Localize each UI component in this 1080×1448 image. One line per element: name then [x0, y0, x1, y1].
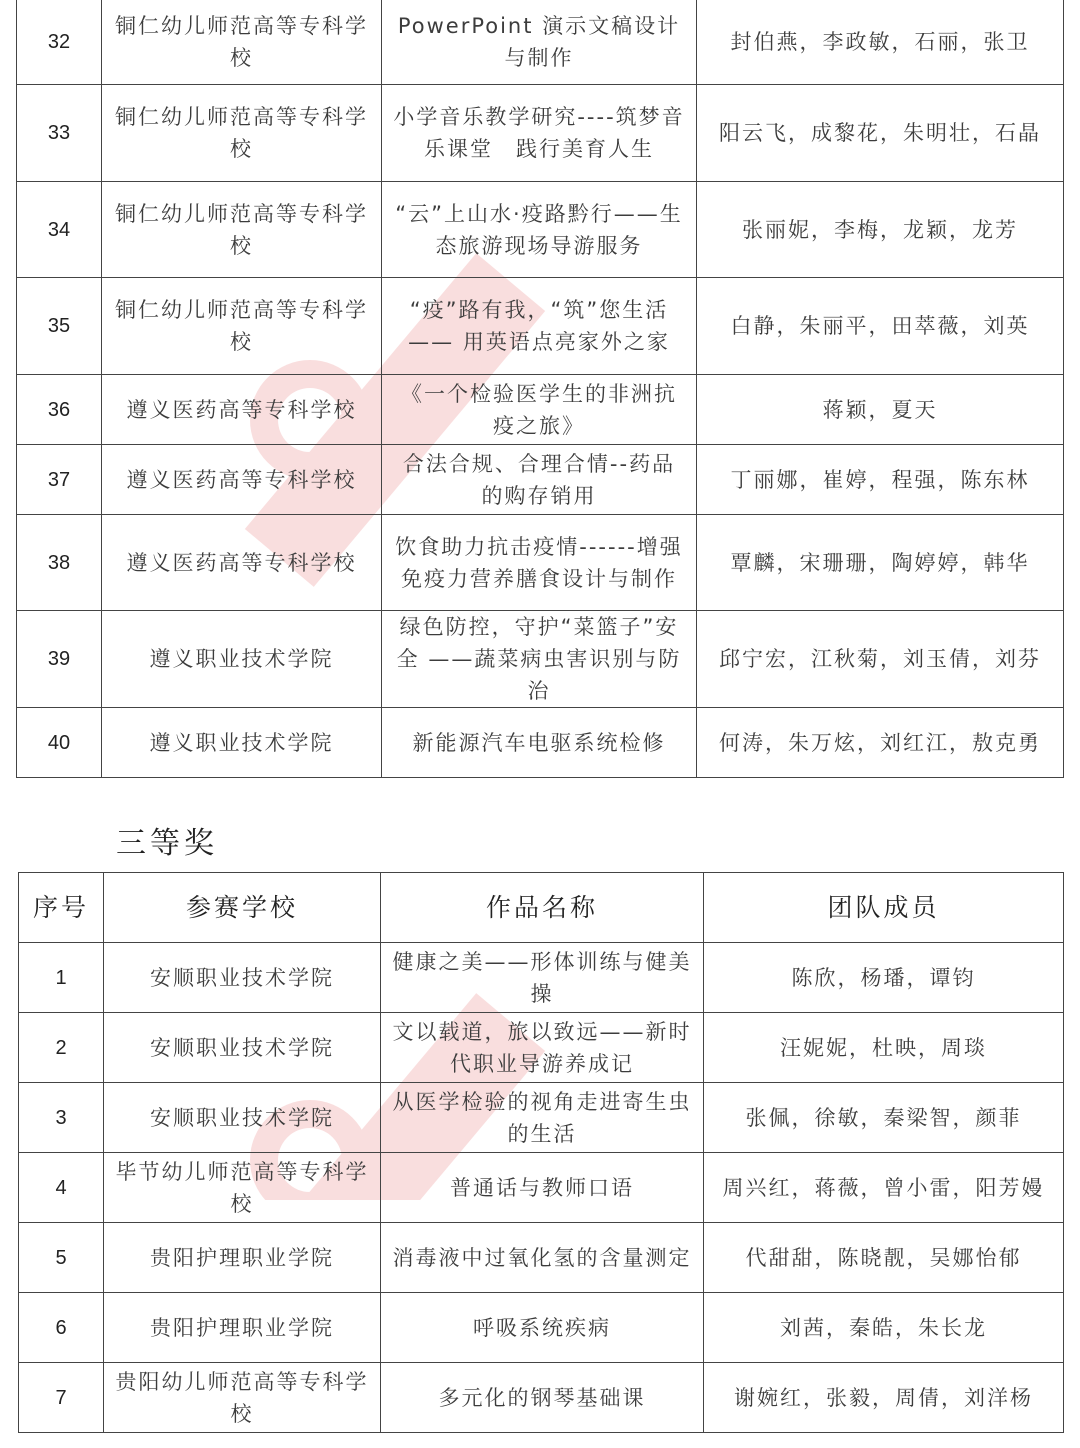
row-number: 1 [19, 943, 104, 1013]
team-members-cell: 邱宁宏，江秋菊，刘玉倩，刘芬 [697, 611, 1064, 708]
school-cell: 遵义医药高等专科学校 [102, 445, 382, 515]
school-cell: 铜仁幼儿师范高等专科学校 [102, 278, 382, 375]
school-cell: 安顺职业技术学院 [104, 1013, 381, 1083]
table-row [17, 85, 1064, 182]
team-members-cell: 封伯燕，李政敏，石丽，张卫 [697, 0, 1064, 85]
team-members-cell: 陈欣，杨璠，谭钧 [704, 943, 1064, 1013]
team-members-cell: 丁丽娜，崔婷，程强，陈东林 [697, 445, 1064, 515]
school-cell: 铜仁幼儿师范高等专科学校 [102, 85, 382, 182]
table-row [19, 1293, 1064, 1363]
school-cell: 贵阳护理职业学院 [104, 1293, 381, 1363]
work-title-cell: 呼吸系统疾病 [381, 1293, 704, 1363]
row-number: 6 [19, 1293, 104, 1363]
team-members-cell: 代甜甜，陈晓靓，吴娜怡郁 [704, 1223, 1064, 1293]
row-number: 7 [19, 1363, 104, 1433]
team-members-cell: 阳云飞，成黎花，朱明壮，石晶 [697, 85, 1064, 182]
table-row [19, 1223, 1064, 1293]
school-cell: 安顺职业技术学院 [104, 943, 381, 1013]
work-title-cell: “云”上山水·疫路黔行——生态旅游现场导游服务 [382, 182, 697, 278]
row-number: 32 [17, 0, 102, 85]
school-cell: 安顺职业技术学院 [104, 1083, 381, 1153]
school-cell: 毕节幼儿师范高等专科学校 [104, 1153, 381, 1223]
work-title-cell: 健康之美——形体训练与健美操 [381, 943, 704, 1013]
row-number: 39 [17, 611, 102, 708]
work-title-cell: 消毒液中过氧化氢的含量测定 [381, 1223, 704, 1293]
team-members-cell: 汪妮妮，杜映，周琰 [704, 1013, 1064, 1083]
header-team-members: 团队成员 [704, 873, 1064, 943]
table-row [17, 445, 1064, 515]
team-members-cell: 何涛，朱万炫，刘红江，敖克勇 [697, 708, 1064, 778]
table-header-row [19, 873, 1064, 943]
school-cell: 贵阳护理职业学院 [104, 1223, 381, 1293]
work-title-cell: 小学音乐教学研究----筑梦音乐课堂 践行美育人生 [382, 85, 697, 182]
table-row [17, 182, 1064, 278]
second-prize-table [16, 0, 1064, 778]
school-cell: 铜仁幼儿师范高等专科学校 [102, 0, 382, 85]
third-prize-heading: 三等奖 [116, 826, 218, 861]
row-number: 4 [19, 1153, 104, 1223]
work-title-cell: 多元化的钢琴基础课 [381, 1363, 704, 1433]
row-number: 35 [17, 278, 102, 375]
school-cell: 铜仁幼儿师范高等专科学校 [102, 182, 382, 278]
row-number: 5 [19, 1223, 104, 1293]
header-work-title: 作品名称 [381, 873, 704, 943]
team-members-cell: 覃麟，宋珊珊，陶婷婷，韩华 [697, 515, 1064, 611]
row-number: 40 [17, 708, 102, 778]
table-row [19, 943, 1064, 1013]
table-row [17, 375, 1064, 445]
school-cell: 遵义职业技术学院 [102, 708, 382, 778]
work-title-cell: 合法合规、合理合情--药品的购存销用 [382, 445, 697, 515]
row-number: 36 [17, 375, 102, 445]
work-title-cell: 文以载道，旅以致远——新时代职业导游养成记 [381, 1013, 704, 1083]
school-cell: 遵义医药高等专科学校 [102, 375, 382, 445]
row-number: 37 [17, 445, 102, 515]
table-row [19, 1083, 1064, 1153]
team-members-cell: 张丽妮，李梅，龙颖，龙芳 [697, 182, 1064, 278]
table-row [17, 611, 1064, 708]
table-row [17, 0, 1064, 85]
team-members-cell: 蒋颖，夏天 [697, 375, 1064, 445]
work-title-cell: 新能源汽车电驱系统检修 [382, 708, 697, 778]
third-prize-table [18, 872, 1064, 1433]
row-number: 2 [19, 1013, 104, 1083]
work-title-cell: 从医学检验的视角走进寄生虫的生活 [381, 1083, 704, 1153]
row-number: 38 [17, 515, 102, 611]
header-school: 参赛学校 [104, 873, 381, 943]
header-number: 序号 [19, 873, 104, 943]
table-row [19, 1013, 1064, 1083]
work-title-cell: “疫”路有我，“筑”您生活 —— 用英语点亮家外之家 [382, 278, 697, 375]
work-title-cell: 普通话与教师口语 [381, 1153, 704, 1223]
school-cell: 遵义职业技术学院 [102, 611, 382, 708]
work-title-cell: PowerPoint 演示文稿设计与制作 [382, 0, 697, 85]
work-title-cell: 饮食助力抗击疫情------增强免疫力营养膳食设计与制作 [382, 515, 697, 611]
team-members-cell: 白静，朱丽平，田萃薇，刘英 [697, 278, 1064, 375]
row-number: 3 [19, 1083, 104, 1153]
work-title-cell: 《一个检验医学生的非洲抗疫之旅》 [382, 375, 697, 445]
row-number: 33 [17, 85, 102, 182]
school-cell: 贵阳幼儿师范高等专科学校 [104, 1363, 381, 1433]
table-row [17, 515, 1064, 611]
team-members-cell: 张佩，徐敏，秦梁智，颜菲 [704, 1083, 1064, 1153]
work-title-cell: 绿色防控，守护“菜篮子”安全 ——蔬菜病虫害识别与防治 [382, 611, 697, 708]
team-members-cell: 刘茜，秦皓，朱长龙 [704, 1293, 1064, 1363]
team-members-cell: 周兴红，蒋薇，曾小雷，阳芳嫚 [704, 1153, 1064, 1223]
table-row [17, 278, 1064, 375]
table-row [19, 1153, 1064, 1223]
table-row [17, 708, 1064, 778]
school-cell: 遵义医药高等专科学校 [102, 515, 382, 611]
team-members-cell: 谢婉红，张毅，周倩，刘洋杨 [704, 1363, 1064, 1433]
row-number: 34 [17, 182, 102, 278]
table-row [19, 1363, 1064, 1433]
